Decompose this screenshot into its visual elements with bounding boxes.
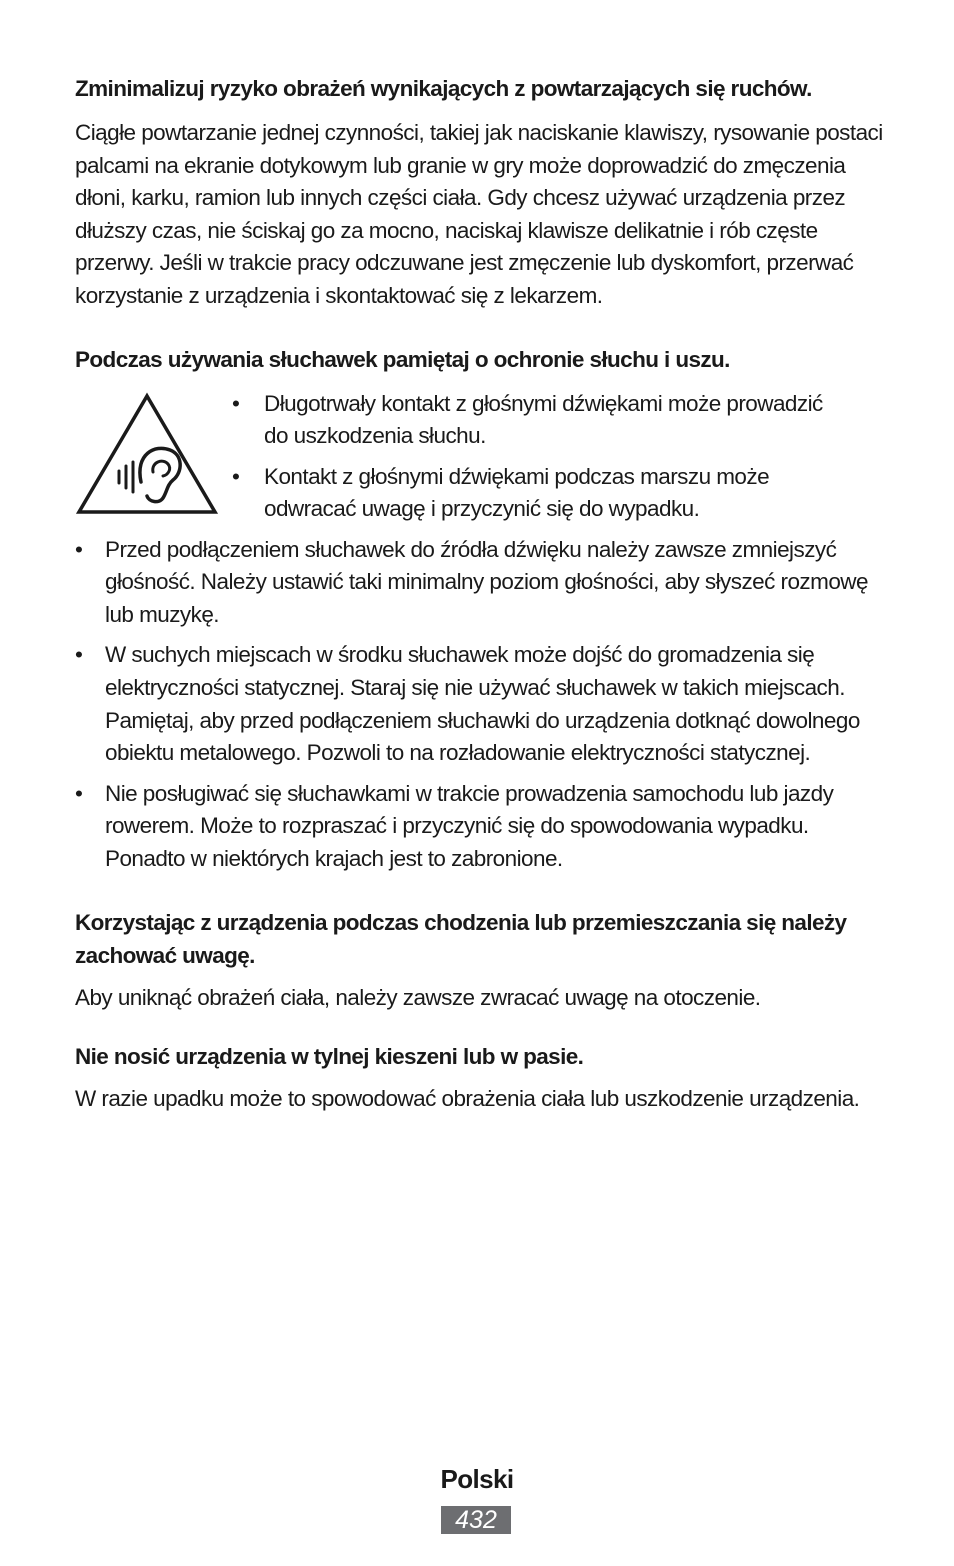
section-heading-back-pocket: Nie nosić urządzenia w tylnej kieszeni lub w pasie. xyxy=(75,1044,584,1070)
list-item xyxy=(230,388,850,453)
list-item-text: Kontakt z głośnymi dźwiękami podczas marszu może odwracać uwagę i przyczynić się do wypadku. xyxy=(264,463,770,522)
bullet-dot: • xyxy=(75,780,83,806)
list-item-text: Nie posługiwać się słuchawkami w trakcie prowadzenia samochodu lub jazdy rowerem. Może to rozpraszać i przyczynić się do spowodowania wypadku. Ponadto w niektórych krajach jest to zabronione. xyxy=(105,780,834,871)
list-item xyxy=(230,461,850,526)
section-body-back-pocket: W razie upadku może to spowodować obrażenia ciała lub uszkodzenie urządzenia. xyxy=(75,1086,860,1112)
list-item-text: Przed podłączeniem słuchawek do źródła dźwięku należy zawsze zmniejszyć głośność. Należy ustawić taki minimalny poziom głośności, aby słyszeć rozmowę lub muzykę. xyxy=(105,536,868,627)
list-item-text: W suchych miejscach w środku słuchawek może dojść do gromadzenia się elektryczności statycznej. Staraj się nie używać słuchawek w takich miejscach. Pamiętaj, aby przed podłączeniem słuchawki do urządzenia dotknąć dowolnego obiektu metalowego. Pozwoli to na rozładowanie elektryczności statycznej. xyxy=(105,642,860,766)
section-heading-repetitive-motion: Zminimalizuj ryzyko obrażeń wynikających z powtarzających się ruchów. xyxy=(75,76,812,101)
section-body-walking: Aby uniknąć obrażeń ciała, należy zawsze zwracać uwagę na otoczenie. xyxy=(75,984,761,1010)
bullet-dot: • xyxy=(232,463,240,489)
hearing-warning-icon xyxy=(75,392,219,517)
list-item xyxy=(75,778,885,876)
icon-bullet-list xyxy=(230,388,850,534)
headphone-bullet-list xyxy=(75,534,885,876)
list-item xyxy=(75,639,885,769)
list-item-text: Długotrwały kontakt z głośnymi dźwiękami może prowadzić do uszkodzenia słuchu. xyxy=(264,390,823,449)
hearing-warning-block xyxy=(75,388,885,534)
bullet-dot: • xyxy=(75,536,83,562)
section-heading-hearing-protection: Podczas używania słuchawek pamiętaj o ochronie słuchu i uszu. xyxy=(75,346,730,372)
section-heading-walking: Korzystając z urządzenia podczas chodzenia lub przemieszczania się należy zachować uwagę. xyxy=(75,909,847,968)
bullet-dot: • xyxy=(75,642,83,668)
bullet-dot: • xyxy=(232,390,240,416)
section-body-repetitive-motion: Ciągłe powtarzanie jednej czynności, takiej jak naciskanie klawiszy, rysowanie postaci palcami na ekranie dotykowym lub granie w gry może doprowadzić do zmęczenia dłoni, karku, ramion lub innych części ciała. Gdy chcesz używać urządzenia przez dłuższy czas, nie ściskaj go za mocno, naciskaj klawisze delikatnie i rób częste przerwy. Jeśli w trakcie pracy odczuwane jest zmęczenie lub dyskomfort, przerwać korzystanie z urządzenia i skontaktować się z lekarzem. xyxy=(75,120,883,308)
page-number-badge: 432 xyxy=(441,1506,511,1534)
footer-language-label: Polski xyxy=(440,1464,514,1494)
list-item xyxy=(75,534,885,632)
document-page xyxy=(75,72,885,1116)
